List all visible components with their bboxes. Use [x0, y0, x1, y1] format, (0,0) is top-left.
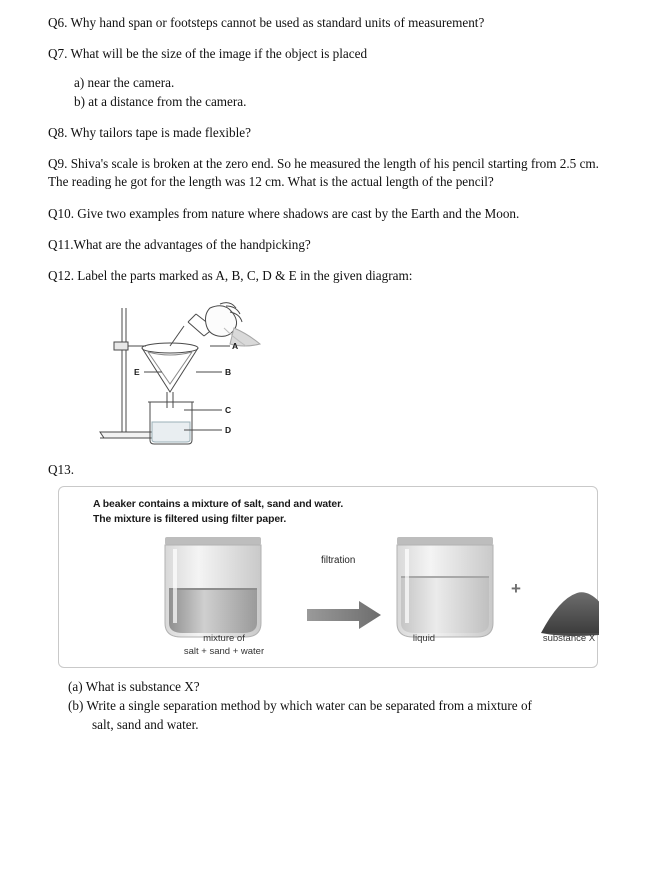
q13-part-a-text: What is substance X? — [85, 679, 200, 695]
caption-substance-x: substance X — [542, 633, 596, 645]
q13-part-b-continuation: salt, sand and water. — [92, 716, 199, 732]
beaker-liquid — [397, 537, 493, 637]
figure-label-a: A — [232, 341, 239, 352]
q13-figure-box — [58, 486, 598, 668]
figure-label-d: D — [225, 425, 232, 436]
filtration-label: filtration — [321, 555, 356, 567]
q13-part-a-marker: (a) — [68, 679, 83, 695]
caption-mixture — [159, 633, 289, 659]
q13-part-a — [68, 678, 608, 697]
question-q7-option-b: b) at a distance from the camera. — [74, 93, 247, 109]
q13-part-b-text: Write a single separation method by which water can be separated from a mixture of — [86, 697, 532, 713]
question-q12: Q12. Label the parts marked as A, B, C, D & E in the given diagram: — [48, 267, 413, 283]
question-q7-option-a: a) near the camera. — [74, 75, 175, 91]
q13-figure-heading — [93, 497, 343, 527]
caption-mixture-line2: salt + sand + water — [183, 646, 265, 657]
figure-label-e: E — [134, 367, 140, 378]
beaker-mixture — [165, 537, 261, 637]
caption-mixture-line1: mixture of — [203, 633, 245, 645]
question-q6: Q6. Why hand span or footsteps cannot be used as standard units of measurement? — [48, 15, 485, 30]
question-q13: Q13. — [48, 462, 75, 478]
q13-part-b-marker: (b) — [68, 697, 84, 713]
plus-sign: + — [511, 579, 521, 599]
figure-label-b: B — [225, 367, 232, 378]
question-q11: Q11.What are the advantages of the handpicking? — [48, 236, 311, 252]
question-q7: Q7. What will be the size of the image if the object is placed — [48, 46, 368, 62]
filtration-apparatus-diagram — [84, 298, 344, 458]
q13-part-b — [68, 697, 608, 716]
caption-liquid: liquid — [412, 633, 436, 645]
q13-heading-line1: A beaker contains a mixture of salt, sand and water. — [93, 499, 344, 511]
q13-subparts — [68, 678, 608, 734]
q13-heading-line2: The mixture is filtered using filter paper. — [93, 514, 287, 526]
question-q8: Q8. Why tailors tape is made flexible? — [48, 124, 252, 140]
question-q10: Q10. Give two examples from nature where shadows are cast by the Earth and the Moon. — [48, 205, 520, 221]
question-q9: Q9. Shiva's scale is broken at the zero end. So he measured the length of his pencil starting from 2.5 cm. The reading he got for the length was 12 cm. What is the actual length of the pencil? — [48, 156, 599, 190]
process-arrow — [307, 601, 381, 629]
figure-label-c: C — [225, 405, 232, 416]
substance-x-pile — [541, 592, 599, 636]
document-body — [48, 14, 608, 734]
